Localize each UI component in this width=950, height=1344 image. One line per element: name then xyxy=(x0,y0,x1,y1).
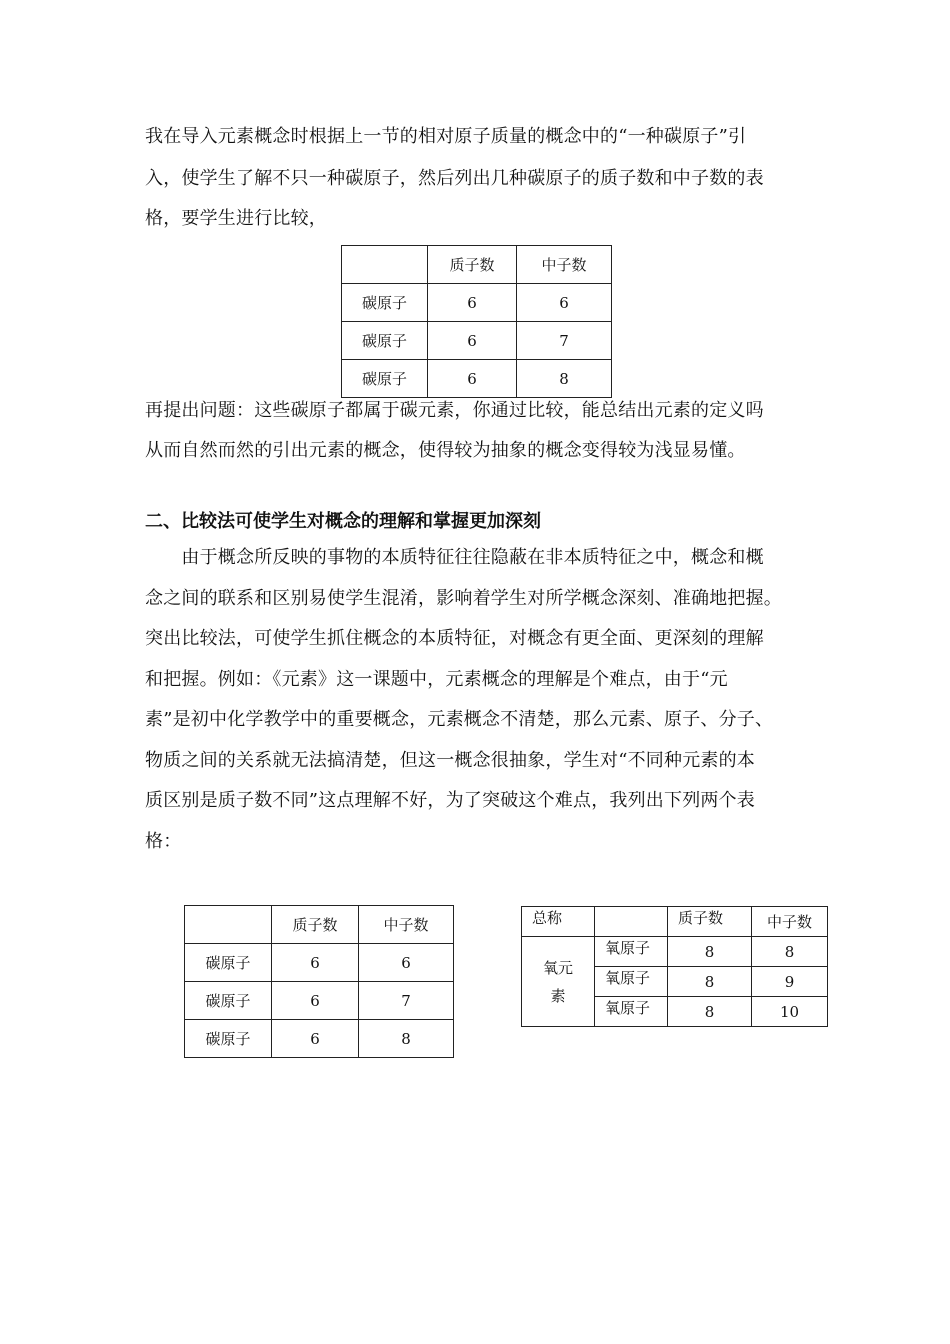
table-header-cell xyxy=(595,907,668,937)
table-row xyxy=(185,1020,454,1058)
table-cell: 氧原子 xyxy=(595,967,668,997)
table-cell: 氧原子 xyxy=(595,997,668,1027)
intro-line-1: 我在导入元素概念时根据上一节的相对原子质量的概念中的“一种碳原子”引 xyxy=(145,126,747,147)
table-header-cell: 中子数 xyxy=(359,906,454,944)
table-cell: 6 xyxy=(272,944,359,982)
table-row xyxy=(185,944,454,982)
table-cell: 10 xyxy=(752,997,828,1027)
section-heading: 二、比较法可使学生对概念的理解和掌握更加深刻 xyxy=(145,511,541,532)
table-cell: 氧原子 xyxy=(595,937,668,967)
section2-line-5: 素”是初中化学教学中的重要概念，元素概念不清楚，那么元素、原子、分子、 xyxy=(145,709,774,730)
table-cell: 8 xyxy=(668,937,752,967)
section2-line-8: 格： xyxy=(145,831,182,852)
section2-line-7: 质区别是质子数不同”这点理解不好，为了突破这个难点，我列出下列两个表 xyxy=(145,790,755,811)
table-cell: 6 xyxy=(359,944,454,982)
table-header-row xyxy=(522,907,828,937)
table-cell: 6 xyxy=(428,360,517,398)
section2-line-4: 和把握。例如：《元素》这一课题中，元素概念的理解是个难点，由于“元 xyxy=(145,669,728,690)
table-header-row xyxy=(342,246,612,284)
table-cell: 碳原子 xyxy=(342,360,428,398)
table-cell: 7 xyxy=(359,982,454,1020)
section2-line-6: 物质之间的关系就无法搞清楚，但这一概念很抽象，学生对“不同种元素的本 xyxy=(145,750,755,771)
table-cell: 碳原子 xyxy=(185,944,272,982)
table-header-row xyxy=(185,906,454,944)
oxygen-element-table xyxy=(521,906,828,1027)
table-header-cell xyxy=(342,246,428,284)
table-header-cell: 质子数 xyxy=(428,246,517,284)
table-cell: 碳原子 xyxy=(342,322,428,360)
table-cell: 8 xyxy=(668,997,752,1027)
intro-line-2: 入，使学生了解不只一种碳原子，然后列出几种碳原子的质子数和中子数的表 xyxy=(145,168,764,189)
table-cell: 碳原子 xyxy=(342,284,428,322)
table-cell: 8 xyxy=(668,967,752,997)
table-header-cell: 中子数 xyxy=(752,907,828,937)
table-cell: 6 xyxy=(428,322,517,360)
table-cell: 9 xyxy=(752,967,828,997)
table-cell: 6 xyxy=(272,1020,359,1058)
table-row xyxy=(522,937,828,967)
table-cell: 6 xyxy=(428,284,517,322)
table-header-cell: 中子数 xyxy=(517,246,612,284)
carbon-atom-table-1 xyxy=(341,245,612,398)
table-header-cell: 总称 xyxy=(522,907,595,937)
table-cell: 碳原子 xyxy=(185,982,272,1020)
table-row xyxy=(342,284,612,322)
table-cell: 8 xyxy=(752,937,828,967)
intro-line-3: 格，要学生进行比较， xyxy=(145,208,327,229)
element-group-cell xyxy=(522,937,595,1027)
table-row xyxy=(185,982,454,1020)
section2-line-3: 突出比较法，可使学生抓住概念的本质特征，对概念有更全面、更深刻的理解 xyxy=(145,628,764,649)
table-header-cell: 质子数 xyxy=(668,907,752,937)
section2-line-1: 由于概念所反映的事物的本质特征往往隐蔽在非本质特征之中，概念和概 xyxy=(145,547,764,568)
table-cell: 8 xyxy=(517,360,612,398)
element-name-line-2: 素 xyxy=(550,986,566,1005)
element-name-line-1: 氧元 xyxy=(542,958,573,977)
table-cell: 8 xyxy=(359,1020,454,1058)
table-cell: 6 xyxy=(272,982,359,1020)
section2-line-2: 念之间的联系和区别易使学生混淆，影响着学生对所学概念深刻、准确地把握。 xyxy=(145,588,782,609)
table-cell: 7 xyxy=(517,322,612,360)
table-header-cell: 质子数 xyxy=(272,906,359,944)
table-cell: 6 xyxy=(517,284,612,322)
carbon-atom-table-2 xyxy=(184,905,454,1058)
table-row xyxy=(342,322,612,360)
question-line-1: 再提出问题：这些碳原子都属于碳元素，你通过比较，能总结出元素的定义吗 xyxy=(145,400,764,421)
table-header-cell xyxy=(185,906,272,944)
question-line-2: 从而自然而然的引出元素的概念，使得较为抽象的概念变得较为浅显易懂。 xyxy=(145,440,746,461)
table-cell: 碳原子 xyxy=(185,1020,272,1058)
